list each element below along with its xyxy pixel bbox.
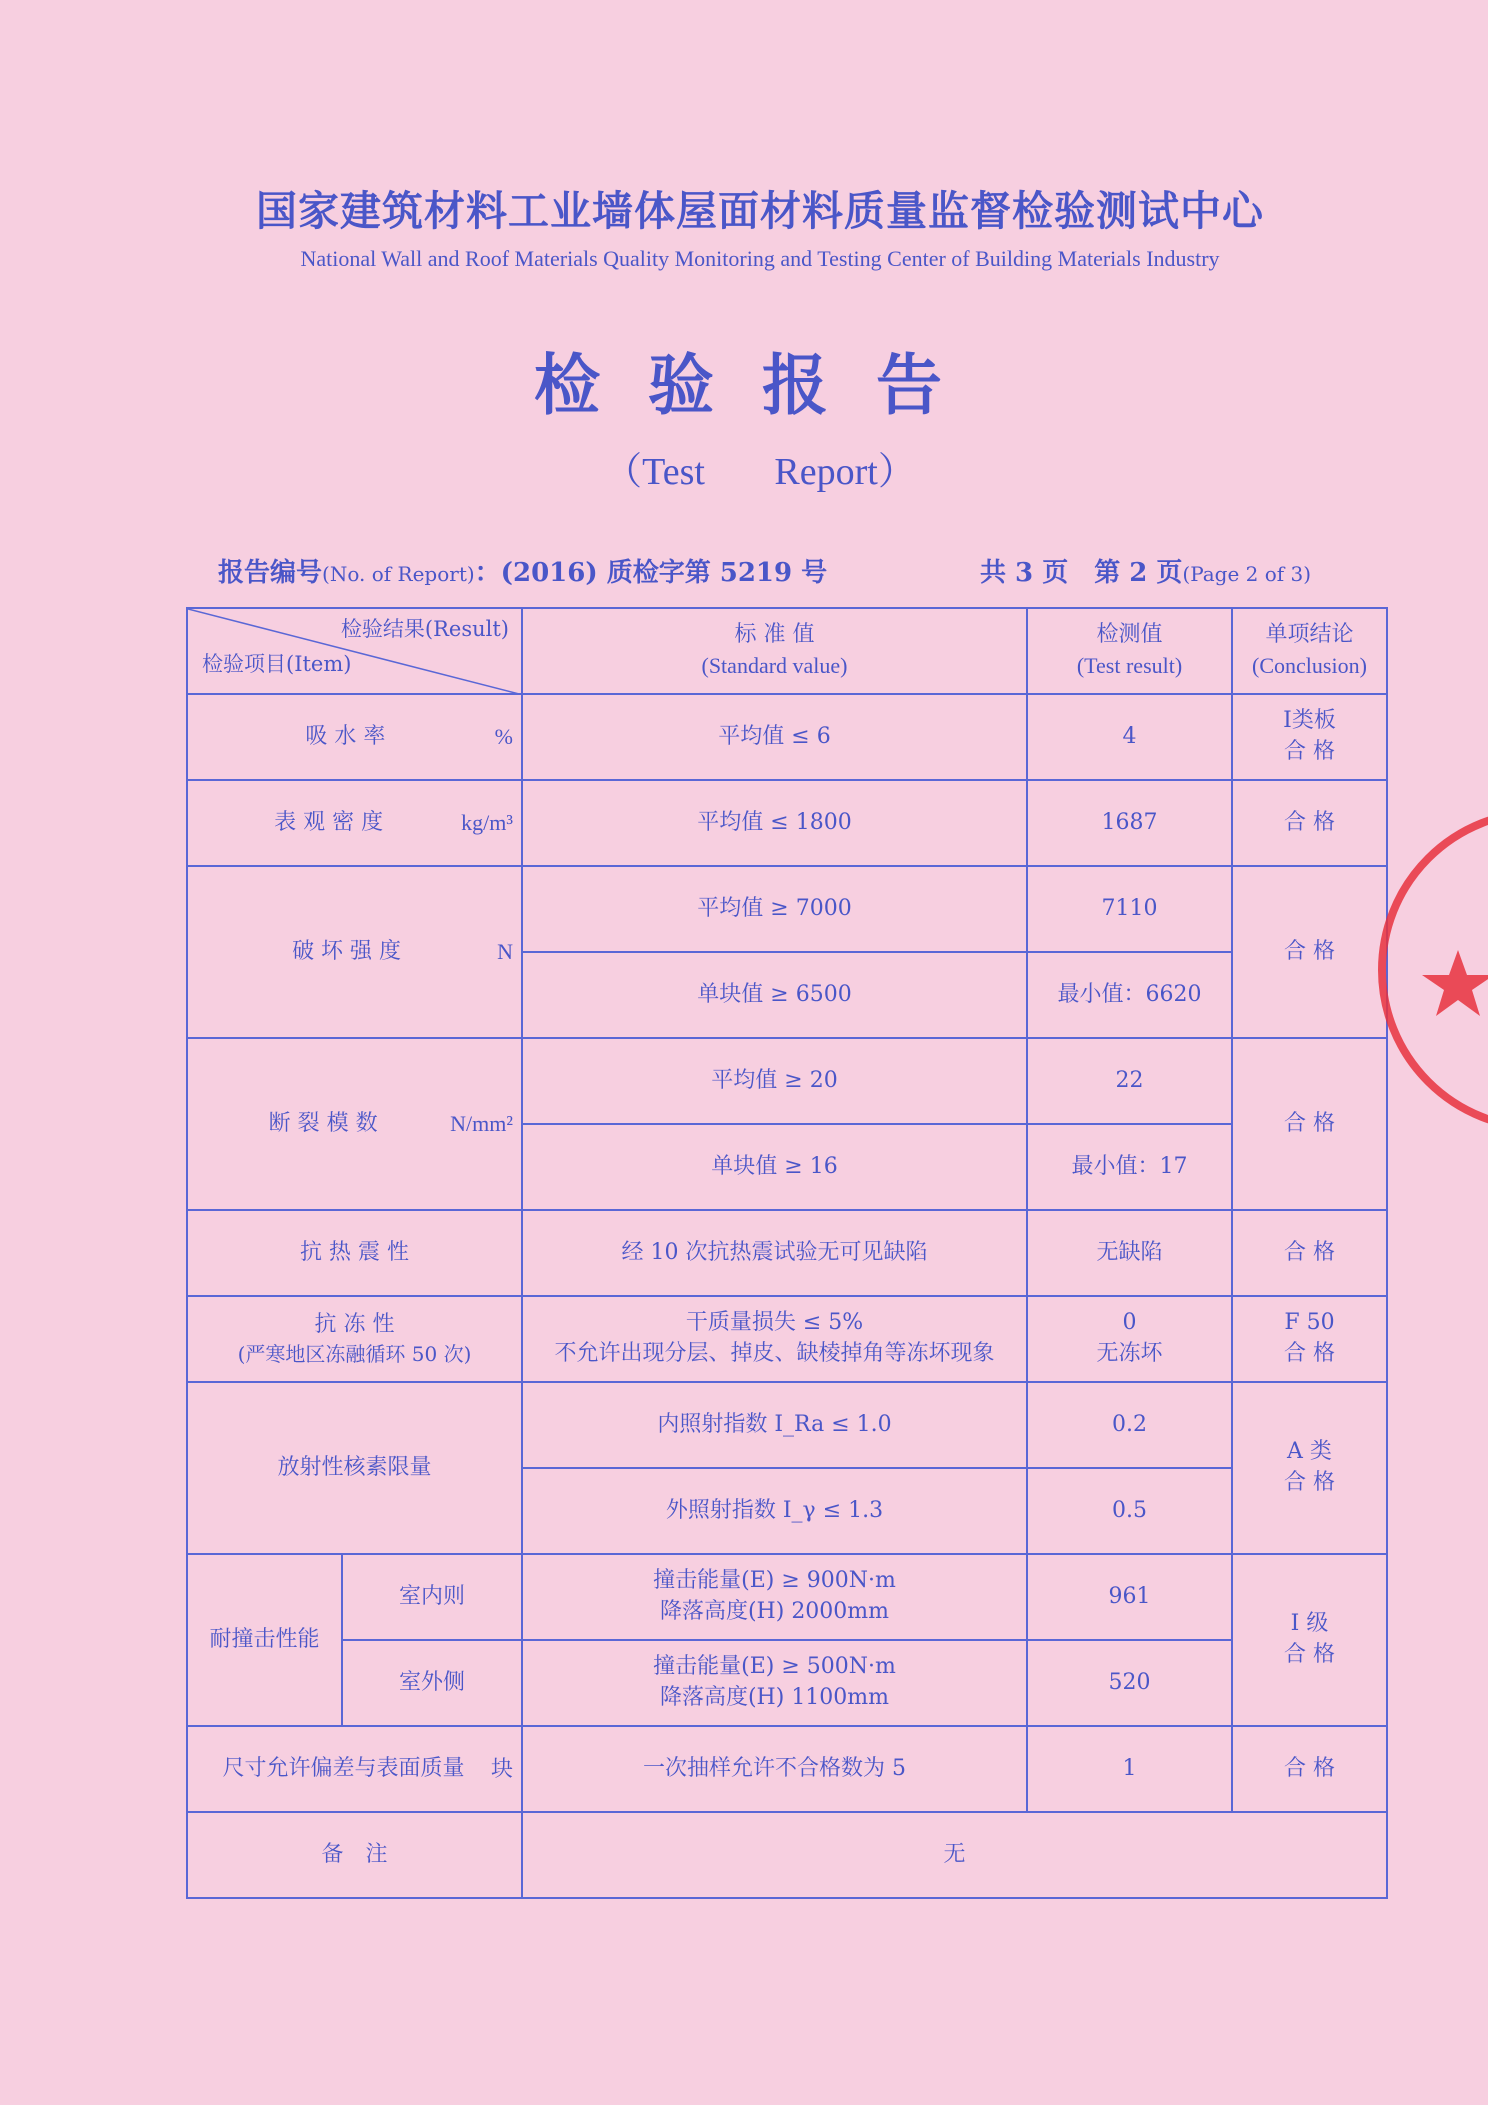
- header-item-label: 检验项目(Item): [202, 651, 352, 676]
- test-value: 0.2: [1027, 1382, 1232, 1468]
- item-label: 放射性核素限量: [187, 1382, 522, 1554]
- test-value: 7110: [1027, 866, 1232, 952]
- page-indicator: 共 3 页 第 2 页(Page 2 of 3): [980, 558, 1312, 588]
- test-value: 0.5: [1027, 1468, 1232, 1554]
- conclusion: 合 格: [1232, 1726, 1387, 1812]
- test-value: 最小值：6620: [1027, 952, 1232, 1038]
- item-label: 表 观 密 度: [274, 809, 384, 835]
- org-name-cn: 国家建筑材料工业墙体屋面材料质量监督检验测试中心: [256, 187, 1264, 235]
- unit-label: N: [497, 938, 513, 964]
- report-number: 报告编号(No. of Report)：(2016) 质检字第 5219 号: [218, 558, 828, 588]
- test-value: 无缺陷: [1027, 1210, 1232, 1296]
- standard-value: 平均值 ≤ 6: [522, 694, 1027, 780]
- item-label: 破 坏 强 度: [292, 938, 402, 964]
- table-row-impact-indoor: [187, 1554, 1387, 1640]
- header-conclusion: 单项结论 (Conclusion): [1232, 608, 1387, 694]
- standard-value: 平均值 ≥ 7000: [522, 866, 1027, 952]
- table-row-size-tolerance: [187, 1726, 1387, 1812]
- conclusion: A 类 合 格: [1232, 1382, 1387, 1554]
- header-result-label: 检验结果(Result): [340, 617, 509, 641]
- standard-value: 外照射指数 I_γ ≤ 1.3: [522, 1468, 1027, 1554]
- table-row-remarks: [187, 1812, 1387, 1898]
- test-value: 520: [1027, 1640, 1232, 1726]
- conclusion: 合 格: [1232, 780, 1387, 866]
- conclusion: F 50 合 格: [1232, 1296, 1387, 1382]
- conclusion: Ⅰ 级 合 格: [1232, 1554, 1387, 1726]
- table-row-modulus-of-rupture: [187, 1038, 1387, 1124]
- table-row-density: [187, 780, 1387, 866]
- unit-label: %: [494, 723, 513, 749]
- standard-value: 撞击能量(E) ≥ 900N·m 降落高度(H) 2000mm: [522, 1554, 1027, 1640]
- results-table: [186, 607, 1388, 1899]
- table-row-thermal-shock: [187, 1210, 1387, 1296]
- standard-value: 经 10 次抗热震试验无可见缺陷: [522, 1210, 1027, 1296]
- test-value: 1: [1027, 1726, 1232, 1812]
- test-value: 1687: [1027, 780, 1232, 866]
- standard-value: 平均值 ≤ 1800: [522, 780, 1027, 866]
- standard-value: 单块值 ≥ 6500: [522, 952, 1027, 1038]
- remarks-label: 备 注: [187, 1812, 522, 1898]
- standard-value: 撞击能量(E) ≥ 500N·m 降落高度(H) 1100mm: [522, 1640, 1027, 1726]
- report-title-en: （Test Report）: [604, 451, 916, 493]
- header-standard: 标 准 值 (Standard value): [522, 608, 1027, 694]
- test-value: 4: [1027, 694, 1232, 780]
- unit-label: 块: [490, 1755, 513, 1781]
- item-label: 断 裂 模 数: [268, 1110, 378, 1136]
- item-label: 尺寸允许偏差与表面质量: [222, 1755, 465, 1781]
- unit-label: N/mm²: [450, 1110, 513, 1136]
- conclusion: Ⅰ类板 合 格: [1232, 694, 1387, 780]
- conclusion: 合 格: [1232, 1038, 1387, 1210]
- standard-value: 单块值 ≥ 16: [522, 1124, 1027, 1210]
- test-value: 22: [1027, 1038, 1232, 1124]
- test-value: 最小值：17: [1027, 1124, 1232, 1210]
- standard-value: 干质量损失 ≤ 5% 不允许出现分层、掉皮、缺棱掉角等冻坏现象: [522, 1296, 1027, 1382]
- standard-value: 平均值 ≥ 20: [522, 1038, 1027, 1124]
- table-row-impact-outdoor: [187, 1640, 1387, 1726]
- conclusion: 合 格: [1232, 1210, 1387, 1296]
- report-title-cn: 检验报告: [534, 346, 990, 424]
- remarks-value: 无: [522, 1812, 1387, 1898]
- table-header-row: [187, 608, 1387, 694]
- table-row-frost-resistance: [187, 1296, 1387, 1382]
- table-row-radioactivity: [187, 1382, 1387, 1468]
- item-label: 抗 冻 性 (严寒地区冻融循环 50 次): [187, 1296, 522, 1382]
- conclusion: 合 格: [1232, 866, 1387, 1038]
- test-value: 961: [1027, 1554, 1232, 1640]
- unit-label: kg/m³: [461, 809, 513, 835]
- table-row-water-absorption: [187, 694, 1387, 780]
- test-value: 0 无冻坏: [1027, 1296, 1232, 1382]
- item-label: 耐撞击性能: [187, 1554, 342, 1726]
- org-name-en: National Wall and Roof Materials Quality Monitoring and Testing Center of Building Materials Industry: [300, 246, 1220, 271]
- standard-value: 内照射指数 I_Ra ≤ 1.0: [522, 1382, 1027, 1468]
- sub-item-label: 室内则: [342, 1554, 522, 1640]
- item-label: 抗 热 震 性: [187, 1210, 522, 1296]
- official-seal-stamp: [1370, 800, 1488, 1140]
- sub-item-label: 室外侧: [342, 1640, 522, 1726]
- item-label: 吸 水 率: [305, 723, 386, 749]
- header-corner-cell: [187, 608, 522, 694]
- table-row-failure-strength: [187, 866, 1387, 952]
- header-test-result: 检测值 (Test result): [1027, 608, 1232, 694]
- standard-value: 一次抽样允许不合格数为 5: [522, 1726, 1027, 1812]
